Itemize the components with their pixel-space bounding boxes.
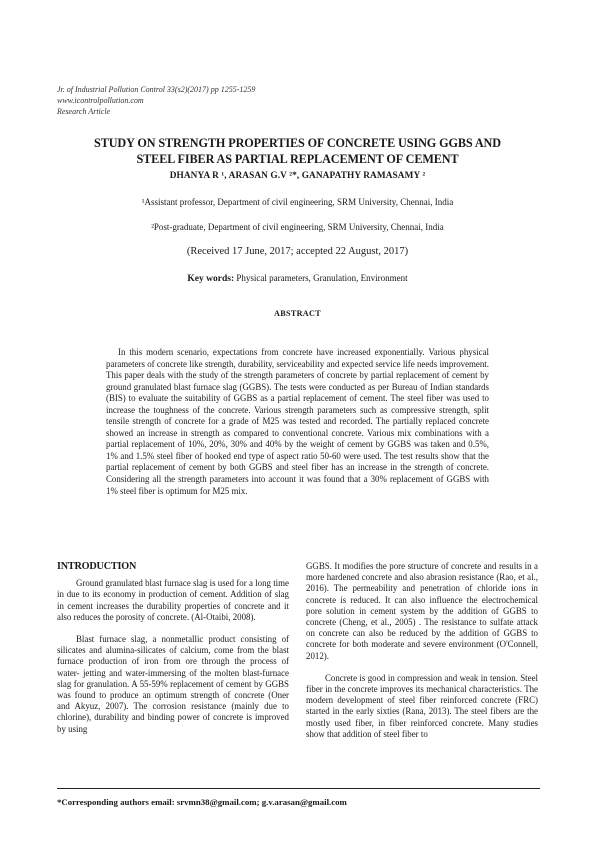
intro-paragraph-1: Ground granulated blast furnace slag is used for a long time in due to its economy in production of cement. Addition of slag in cement increases the durability properties of concrete and it also reduces the porosity of concrete. (Al-Otaibi, 2008). bbox=[57, 578, 289, 622]
footnote-rule bbox=[57, 788, 540, 789]
left-column bbox=[57, 561, 289, 746]
journal-header bbox=[57, 84, 255, 117]
abstract-text: In this modern scenario, expectations from concrete have increased exponentially. Various physical parameters of concrete like strength, durability, serviceability and expected service life needs improvement. This paper deals with the study of the strength parameters of concrete by partial replacement of cement by ground granulated blast furnace slag (GGBS). The tests were conducted as per Bureau of Indian standards (BIS) to evaluate the suitability of GGBS as a partial replacement of cement. The steel fiber was used to increase the toughness of the concrete. Various strength parameters such as compressive strength, split tensile strength of concrete for a grade of M25 was tested and recorded. The partially replaced concrete showed an increase in strength as compared to conventional concrete. Various mix combinations with a partial replacement of 10%, 20%, 30% and 40% by the weight of cement by GGBS was taken and 0.5%, 1% and 1.5% steel fiber of hooked end type of aspect ratio 50-60 were used. The test results show that the partial replacement of cement by both GGBS and steel fiber has an increase in the strength of concrete. Considering all the strength parameters into account it was found that a 30% replacement of GGBS with 1% steel fiber is optimum for M25 mix. bbox=[106, 347, 489, 496]
keywords-list: Physical parameters, Granulation, Environment bbox=[234, 273, 408, 283]
corresponding-author-footnote: *Corresponding authors email: srvmn38@gmail.com; g.v.arasan@gmail.com bbox=[57, 797, 347, 807]
article-type: Research Article bbox=[57, 107, 111, 116]
intro-paragraph-3: GGBS. It modifies the pore structure of concrete and results in a more hardened concrete and also abrasion resistance (Rao, et al., 2016). The permeability and penetration of chloride ions in concrete is reduced. It can also influence the electrochemical pore solution in cement system by the addition of GGBS to concrete (Cheng, et al., 2005) . The resistance to sulfate attack on concrete can also be reduced by the addition of GGBS to concrete for both moderate and severe environment (O'Connell, 2012). bbox=[306, 561, 538, 661]
intro-paragraph-2: Blast furnace slag, a nonmetallic product consisting of silicates and alumina-silicates of calcium, come from the blast furnace production of iron from ore through the process of water- jetting and water-immersing of the molten blast-furnace slag for granulation. A 55-59% replacement of cement by GGBS was found to produce an optimum strength of concrete (Oner and Akyuz, 2007). The corrosion resistance (mainly due to chlorine), durability and binding power of concrete is improved by using bbox=[57, 634, 289, 734]
right-column bbox=[306, 561, 538, 751]
keywords-label: Key words: bbox=[187, 274, 235, 284]
authors: DHANYA R ¹, ARASAN G.V ²*, GANAPATHY RAMASAMY ² bbox=[169, 171, 426, 181]
abstract-heading: ABSTRACT bbox=[274, 309, 321, 318]
keywords-line bbox=[0, 273, 595, 284]
received-dates: (Received 17 June, 2017; accepted 22 August, 2017) bbox=[186, 246, 409, 257]
paper-title bbox=[40, 135, 555, 167]
title-line-1: STUDY ON STRENGTH PROPERTIES OF CONCRETE USING GGBS AND bbox=[94, 136, 501, 150]
intro-paragraph-4: Concrete is good in compression and weak in tension. Steel fiber in the concrete improves its mechanical characteristics. The modern development of steel fiber reinforced concrete (FRC) started in the early sixties (Rana, 2013). The steel fibers are the mostly used fiber, in fiber reinforced concrete. Many studies show that addition of steel fiber to bbox=[306, 672, 538, 739]
introduction-heading: INTRODUCTION bbox=[57, 561, 137, 572]
journal-url: www.icontrolpollution.com bbox=[57, 96, 144, 105]
title-line-2: STEEL FIBER AS PARTIAL REPLACEMENT OF CEMENT bbox=[136, 152, 459, 166]
affiliation-2: ²Post-graduate, Department of civil engineering, SRM University, Chennai, India bbox=[151, 222, 444, 232]
affiliation-1: ¹Assistant professor, Department of civil engineering, SRM University, Chennai, India bbox=[141, 197, 454, 207]
journal-citation: Jr. of Industrial Pollution Control 33(s2)(2017) pp 1255-1259 bbox=[57, 85, 256, 94]
